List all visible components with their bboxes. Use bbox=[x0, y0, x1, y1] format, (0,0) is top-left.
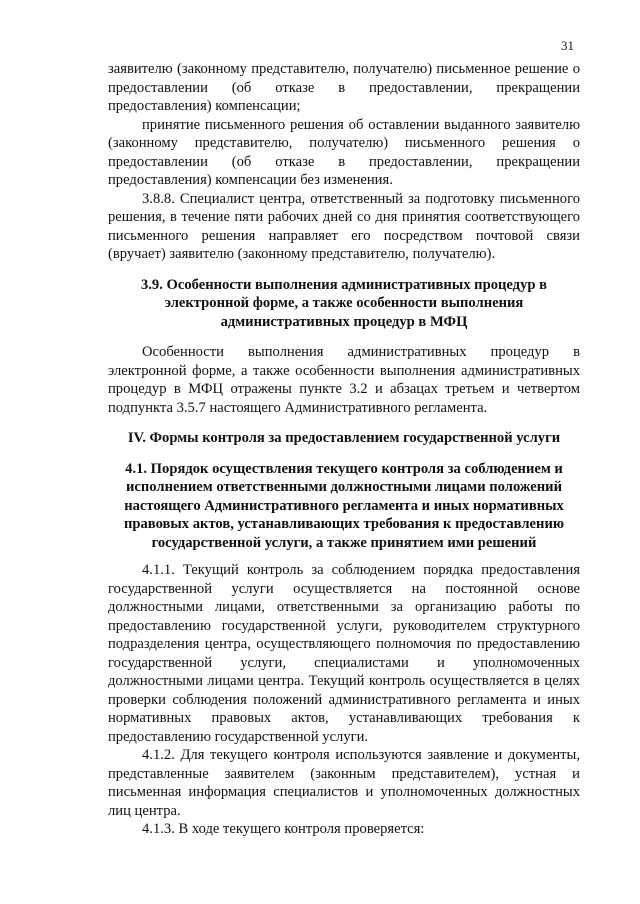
paragraph-3-8-8: 3.8.8. Специалист центра, ответственный за подготовку письменного решения, в течение пяти рабочих дней со дня принятия соответствующего письменного решения направляет его посредством почтовой связи (вручает) заявителю (законному представителю, получателю). bbox=[108, 190, 580, 262]
paragraph-4-1-2: 4.1.2. Для текущего контроля используются заявление и документы, представленные заявителем (законным представителем), устная и письменная информация специалистов и уполномоченных должностных лиц центра. bbox=[108, 747, 580, 819]
paragraph-4-1-3: 4.1.3. В ходе текущего контроля проверяется: bbox=[142, 821, 425, 837]
page-number: 31 bbox=[561, 38, 574, 53]
paragraph-decision-unchanged: принятие письменного решения об оставлении выданного заявителю (законному представителю, получателю) письменного решения о предоставлении (об отказе в предоставлении, прекращении предоставления) компенсации без изменения. bbox=[108, 116, 580, 188]
document-body bbox=[108, 60, 580, 839]
section-heading-4-1: 4.1. Порядок осуществления текущего контроля за соблюдением и исполнением ответственными должностными лицами положений настоящего Административного регламента и иных нормативных правовых актов, устанавливающих требования к предоставлению государственной услуги, а также принятием ими решений bbox=[123, 460, 565, 551]
paragraph-4-1-1: 4.1.1. Текущий контроль за соблюдением порядка предоставления государственной услуги осуществляется на постоянной основе должностными лицами, ответственными за организацию работы по предоставлению государственной услуги, руководителем структурного подразделения центра, осуществляющего полномочия по предоставлению государственной услуги, специалистами и уполномоченных должностными лицами центра. Текущий контроль осуществляется в целях проверки соблюдения положений административного регламента и иных нормативных правовых актов, устанавливающих требования к предоставлению государственной услуги. bbox=[108, 562, 580, 745]
chapter-heading-iv: IV. Формы контроля за предоставлением государственной услуги bbox=[127, 430, 561, 446]
paragraph-3-9: Особенности выполнения административных процедур в электронной форме, а также особенности выполнения административных процедур в МФЦ отражены пункте 3.2 и абзацах третьем и четвертом подпункта 3.5.7 настоящего Административного регламента. bbox=[108, 344, 580, 416]
paragraph-continuation: заявителю (законному представителю, получателю) письменное решение о предоставлении (об отказе в предоставлении, прекращении предоставления) компенсации; bbox=[108, 61, 580, 114]
section-heading-3-9: 3.9. Особенности выполнения административных процедур в электронной форме, а также особенности выполнения административных процедур в МФЦ bbox=[140, 276, 548, 330]
